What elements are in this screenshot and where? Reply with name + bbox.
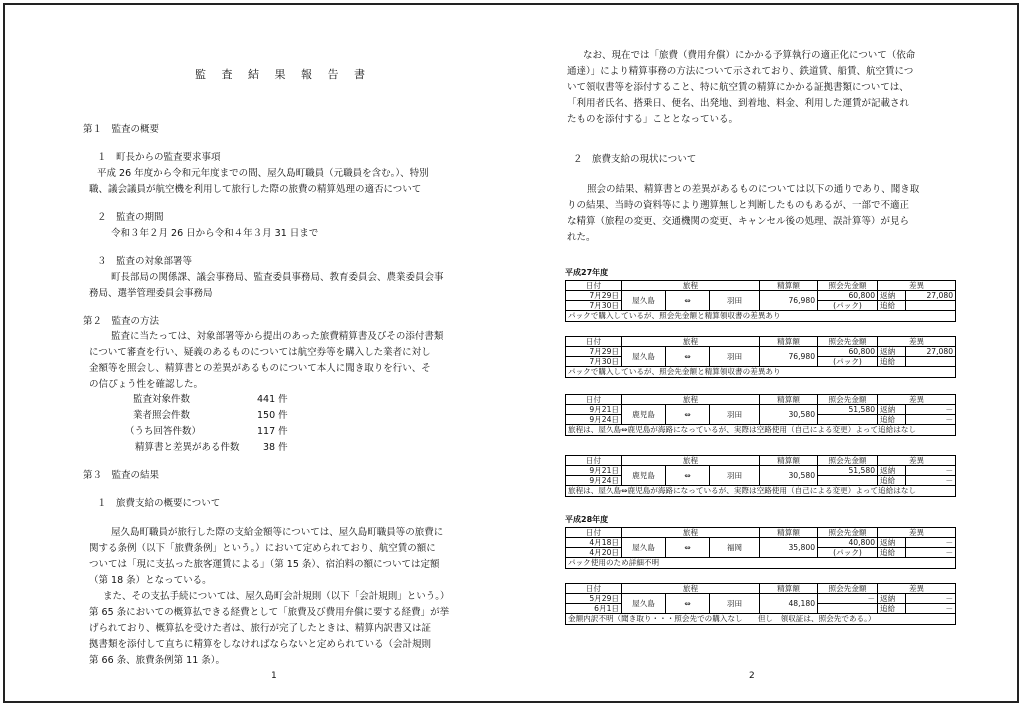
section-1-1-line: 平成 26 年度から令和元年度までの間、屋久島町職員（元職員を含む。）、特別 — [97, 168, 429, 179]
table-note-row — [566, 614, 956, 625]
header-amount: 精算額 — [760, 584, 818, 594]
travel-expense-table — [565, 455, 956, 497]
status-line: りの結果、当時の資料等により遡算無しと判断したものもあるが、一部で不適正 — [567, 200, 910, 211]
table-note-row — [566, 558, 956, 569]
page-right — [517, 5, 1021, 705]
table-note-row — [566, 367, 956, 378]
header-diff: 差異 — [878, 584, 956, 594]
cell-arrow: ⇔ — [666, 466, 710, 486]
cell-extra-label: 追給 — [878, 301, 906, 311]
cell-to: 羽田 — [710, 347, 760, 367]
header-date: 日付 — [566, 281, 622, 291]
section-3-1-line: 拠書類を添付して直ちに精算をしなければならないと定められている（会計規則 — [89, 639, 432, 650]
cell-refund-value: － — [906, 405, 956, 415]
cell-extra-label: 追給 — [878, 415, 906, 425]
cell-extra-label: 追給 — [878, 357, 906, 367]
table-row — [566, 405, 956, 415]
cell-to: 羽田 — [710, 291, 760, 311]
header-ref-amount: 照会先金額 — [818, 528, 878, 538]
header-route: 旅程 — [622, 456, 760, 466]
cell-from: 鹿児島 — [622, 405, 666, 425]
count-label: 精算書と差異がある件数 — [135, 442, 240, 453]
cell-extra-value: － — [906, 476, 956, 486]
header-ref-amount: 照会先金額 — [818, 281, 878, 291]
header-amount: 精算額 — [760, 281, 818, 291]
intro-line: 通達）」により精算事務の方法について示されており、鉄道賃、船賃、航空賃につ — [567, 66, 914, 77]
travel-expense-table — [565, 280, 956, 322]
cell-refund-label: 返納 — [878, 291, 906, 301]
cell-ref-note — [818, 415, 878, 425]
cell-note: 旅程は、屋久島⇔鹿児島が海路になっているが、実際は空路使用（自己による変更）よって追給はなし — [566, 486, 956, 497]
section-3-1-line: 関する条例（以下「旅費条例」という。）において定められており、航空賃の額に — [89, 543, 436, 554]
cell-date-end: 4月20日 — [566, 548, 622, 558]
cell-refund-value: － — [906, 466, 956, 476]
cell-date-start: 5月29日 — [566, 594, 622, 604]
header-ref-amount: 照会先金額 — [818, 584, 878, 594]
cell-amount: 76,980 — [760, 347, 818, 367]
cell-date-end: 9月24日 — [566, 476, 622, 486]
cell-extra-label: 追給 — [878, 476, 906, 486]
intro-line: いて領収書等を添付すること、特に航空賃の精算にかかる証拠書類については、 — [567, 82, 909, 93]
section-3-1-line: 屋久島町職員が旅行した際の支給金額等については、屋久島町職員等の旅費に — [111, 527, 444, 538]
intro-line: なお、現在では「旅費（費用弁償）にかかる予算執行の適正化について（依命 — [583, 50, 916, 61]
header-amount: 精算額 — [760, 528, 818, 538]
table-row — [566, 347, 956, 357]
header-route: 旅程 — [622, 584, 760, 594]
cell-from: 鹿児島 — [622, 466, 666, 486]
cell-to: 羽田 — [710, 466, 760, 486]
table-header-row — [566, 395, 956, 405]
cell-extra-value — [906, 357, 956, 367]
cell-ref-note: (パック) — [818, 357, 878, 367]
cell-from: 屋久島 — [622, 538, 666, 558]
table-row — [566, 594, 956, 604]
status-line: 照会の結果、精算書との差異があるものについては以下の通りであり、聞き取 — [587, 184, 920, 195]
fy27-label: 平成27年度 — [565, 268, 609, 277]
status-line: れた。 — [567, 232, 596, 243]
document-frame — [3, 3, 1019, 703]
travel-expense-table — [565, 394, 956, 436]
cell-arrow: ⇔ — [666, 594, 710, 614]
cell-date-start: 9月21日 — [566, 466, 622, 476]
section-3-1-line: 第 65 条においての概算払できる経費として「旅費及び費用弁償に要する経費」が挙 — [89, 607, 450, 618]
table-note-row — [566, 425, 956, 436]
table-note-row — [566, 311, 956, 322]
cell-amount: 35,800 — [760, 538, 818, 558]
header-date: 日付 — [566, 456, 622, 466]
section-1-2-text: 令和３年２月 26 日から令和４年３月 31 日まで — [111, 228, 319, 239]
count-label: 業者照会件数 — [133, 410, 191, 421]
cell-ref-amount: 60,800 — [818, 347, 878, 357]
header-diff: 差異 — [878, 456, 956, 466]
cell-to: 羽田 — [710, 594, 760, 614]
travel-expense-table — [565, 583, 956, 625]
cell-to: 福岡 — [710, 538, 760, 558]
section-3-1-line: げられており、概算払を受けた者は、旅行が完了したときは、精算内訳書又は証 — [89, 623, 432, 634]
cell-refund-value: － — [906, 538, 956, 548]
intro-line: たものを添付する」こととなっている。 — [567, 114, 739, 125]
page-number: 1 — [271, 671, 277, 681]
cell-extra-label: 追給 — [878, 604, 906, 614]
header-ref-amount: 照会先金額 — [818, 456, 878, 466]
cell-extra-value: － — [906, 548, 956, 558]
header-ref-amount: 照会先金額 — [818, 337, 878, 347]
cell-extra-value: － — [906, 415, 956, 425]
header-route: 旅程 — [622, 281, 760, 291]
header-amount: 精算額 — [760, 456, 818, 466]
cell-date-start: 4月18日 — [566, 538, 622, 548]
section-3-1-line: ついては「現に支払った旅客運賃による」（第 15 条）、宿泊料の額については定額 — [89, 559, 440, 570]
cell-to: 羽田 — [710, 405, 760, 425]
count-value: 150 件 — [257, 410, 288, 421]
cell-ref-note: (パック) — [818, 301, 878, 311]
header-diff: 差異 — [878, 528, 956, 538]
cell-refund-label: 返納 — [878, 405, 906, 415]
cell-date-end: 9月24日 — [566, 415, 622, 425]
section-1-1-heading: １ 町長からの監査要求事項 — [97, 152, 221, 163]
count-label: （うち回答件数） — [125, 426, 202, 437]
cell-ref-note: (パック) — [818, 548, 878, 558]
cell-from: 屋久島 — [622, 291, 666, 311]
cell-arrow: ⇔ — [666, 405, 710, 425]
cell-ref-amount: 51,580 — [818, 405, 878, 415]
section-1-2-heading: ２ 監査の期間 — [97, 212, 164, 223]
section-3-heading: 第３ 監査の結果 — [83, 470, 160, 481]
fy28-label: 平成28年度 — [565, 515, 609, 524]
travel-expense-table — [565, 527, 956, 569]
cell-ref-note — [818, 476, 878, 486]
cell-refund-label: 返納 — [878, 594, 906, 604]
header-amount: 精算額 — [760, 395, 818, 405]
cell-from: 屋久島 — [622, 594, 666, 614]
cell-arrow: ⇔ — [666, 538, 710, 558]
intro-line: 「利用者氏名、搭乗日、便名、出発地、到着地、料金、利用した運賃が記載され — [567, 98, 910, 109]
cell-from: 屋久島 — [622, 347, 666, 367]
section-3-1-line: （第 18 条）となっている。 — [89, 575, 212, 586]
cell-refund-value: － — [906, 594, 956, 604]
section-2-line: の信ぴょう性を確認した。 — [89, 379, 204, 390]
cell-date-end: 7月30日 — [566, 357, 622, 367]
cell-refund-label: 返納 — [878, 538, 906, 548]
cell-extra-label: 追給 — [878, 548, 906, 558]
table-row — [566, 466, 956, 476]
cell-amount: 48,180 — [760, 594, 818, 614]
cell-refund-value: 27,080 — [906, 291, 956, 301]
section-2-line: 金額等を照会し、精算書との差異があるものについて本人に聞き取りを行い、そ — [89, 363, 431, 374]
header-route: 旅程 — [622, 395, 760, 405]
cell-ref-amount: 40,800 — [818, 538, 878, 548]
count-label: 監査対象件数 — [133, 394, 191, 405]
section-1-3-line: 町長部局の関係課、議会事務局、監査委員事務局、教育委員会、農業委員会事 — [111, 272, 444, 283]
cell-note: 旅程は、屋久島⇔鹿児島が海路になっているが、実際は空路使用（自己による変更）よって追給はなし — [566, 425, 956, 436]
table-note-row — [566, 486, 956, 497]
cell-date-start: 7月29日 — [566, 347, 622, 357]
cell-refund-label: 返納 — [878, 466, 906, 476]
header-diff: 差異 — [878, 337, 956, 347]
section-1-1-line: 職、議会議員が航空機を利用して旅行した際の旅費の精算処理の適否について — [89, 184, 422, 195]
count-value: 441 件 — [257, 394, 288, 405]
table-header-row — [566, 528, 956, 538]
page-number: 2 — [749, 671, 755, 681]
status-line: な精算（旅程の変更、交通機関の変更、キャンセル後の処理、誤計算等）が見ら — [567, 216, 910, 227]
cell-refund-value: 27,080 — [906, 347, 956, 357]
cell-arrow: ⇔ — [666, 347, 710, 367]
section-2-heading: 第２ 監査の方法 — [83, 316, 160, 327]
cell-extra-value: － — [906, 604, 956, 614]
section-3-1-heading: １ 旅費支給の概要について — [97, 498, 221, 509]
cell-date-end: 6月1日 — [566, 604, 622, 614]
cell-date-start: 9月21日 — [566, 405, 622, 415]
table-header-row — [566, 281, 956, 291]
header-date: 日付 — [566, 528, 622, 538]
table-header-row — [566, 456, 956, 466]
section-3-1-line: 第 66 条、旅費条例第 11 条）。 — [89, 655, 226, 666]
travel-expense-table — [565, 336, 956, 378]
section-3-1-line: また、その支払手続については、屋久島町会計規則（以下「会計規則」という。） — [103, 591, 450, 602]
cell-note: パックで購入しているが、照会先金額と精算領収書の差異あり — [566, 311, 956, 322]
count-value: 117 件 — [257, 426, 288, 437]
table-header-row — [566, 584, 956, 594]
header-diff: 差異 — [878, 395, 956, 405]
page-left — [5, 5, 515, 705]
header-amount: 精算額 — [760, 337, 818, 347]
header-route: 旅程 — [622, 337, 760, 347]
header-date: 日付 — [566, 337, 622, 347]
section-2-line: について審査を行い、疑義のあるものについては航空券等を購入した業者に対し — [89, 347, 431, 358]
cell-date-end: 7月30日 — [566, 301, 622, 311]
cell-note: パック使用のため詳細不明 — [566, 558, 956, 569]
table-row — [566, 291, 956, 301]
table-row — [566, 538, 956, 548]
section-2-heading-right: ２ 旅費支給の現状について — [573, 154, 697, 165]
cell-ref-amount: 60,800 — [818, 291, 878, 301]
cell-note: 金額内訳不明（聞き取り・・・照会先での購入なし 但し 領収証は、照会先である。） — [566, 614, 956, 625]
section-1-3-line: 務局、選挙管理委員会事務局 — [89, 288, 213, 299]
cell-refund-label: 返納 — [878, 347, 906, 357]
cell-ref-note — [818, 604, 878, 614]
cell-amount: 30,580 — [760, 466, 818, 486]
cell-arrow: ⇔ — [666, 291, 710, 311]
cell-amount: 30,580 — [760, 405, 818, 425]
header-diff: 差異 — [878, 281, 956, 291]
count-value: 38 件 — [263, 442, 288, 453]
header-date: 日付 — [566, 395, 622, 405]
header-route: 旅程 — [622, 528, 760, 538]
header-ref-amount: 照会先金額 — [818, 395, 878, 405]
cell-ref-amount: 51,580 — [818, 466, 878, 476]
cell-amount: 76,980 — [760, 291, 818, 311]
section-2-line: 監査に当たっては、対象部署等から提出のあった旅費精算書及びその添付書類 — [111, 331, 444, 342]
cell-note: パックで購入しているが、照会先金額と精算領収書の差異あり — [566, 367, 956, 378]
report-title: 監 査 結 果 報 告 書 — [195, 68, 371, 81]
cell-date-start: 7月29日 — [566, 291, 622, 301]
section-1-heading: 第１ 監査の概要 — [83, 124, 160, 135]
cell-ref-amount: － — [818, 594, 878, 604]
section-1-3-heading: ３ 監査の対象部署等 — [97, 256, 193, 267]
header-date: 日付 — [566, 584, 622, 594]
cell-extra-value — [906, 301, 956, 311]
table-header-row — [566, 337, 956, 347]
